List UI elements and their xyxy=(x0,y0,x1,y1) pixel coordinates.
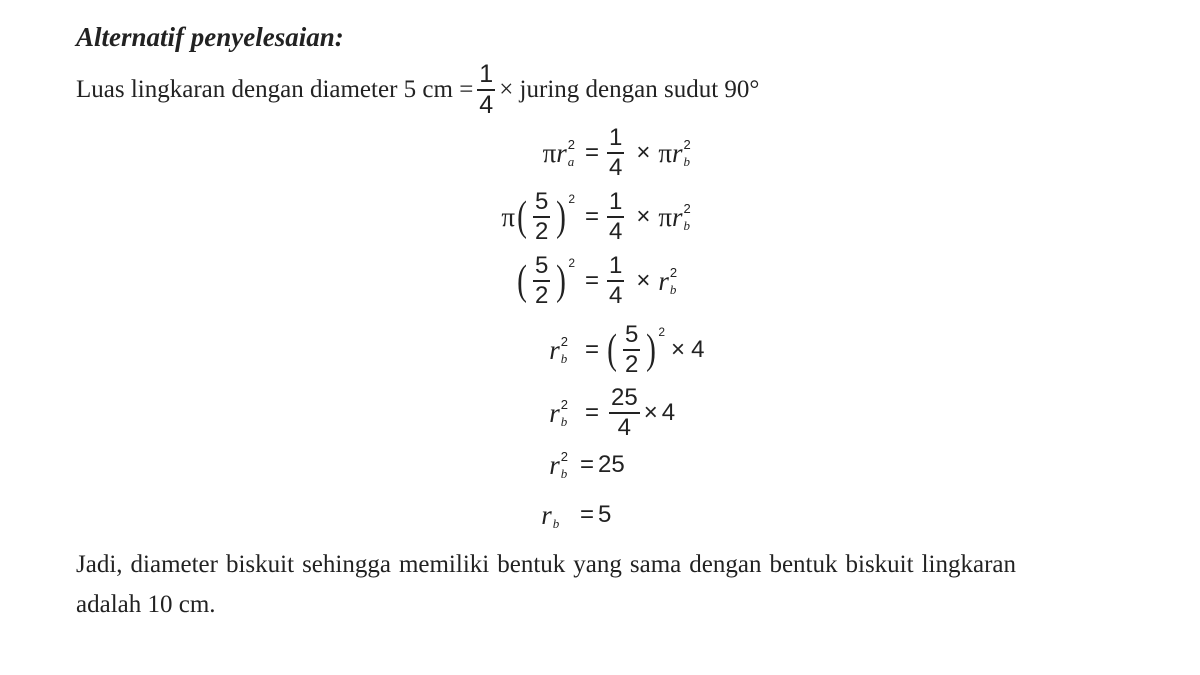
times-sign: × xyxy=(636,203,651,230)
times-sign: × xyxy=(643,399,658,426)
fraction-numerator: 1 xyxy=(607,190,624,218)
intro-statement xyxy=(76,60,760,119)
times-sign: × xyxy=(636,267,651,294)
equation-row-3 xyxy=(0,252,1200,309)
exponent: 2 xyxy=(658,325,666,339)
fraction-numerator: 1 xyxy=(607,126,624,154)
equals-sign: = xyxy=(585,203,600,230)
left-paren: ( xyxy=(517,194,527,240)
fraction-denominator: 2 xyxy=(625,351,639,378)
exponent: 2 xyxy=(567,137,575,152)
fraction-numerator: 1 xyxy=(607,254,624,282)
equation-lhs xyxy=(543,138,575,169)
exponent: 2 xyxy=(669,265,678,280)
equation-row-4 xyxy=(0,321,1200,378)
pi-symbol: π xyxy=(658,201,673,232)
fraction-denominator: 4 xyxy=(609,218,623,245)
subscript: a xyxy=(567,154,575,169)
equation-rhs xyxy=(598,501,611,529)
equation-rhs xyxy=(603,126,691,180)
subscript: b xyxy=(683,154,691,169)
left-paren: ( xyxy=(517,258,527,304)
fraction-numerator: 5 xyxy=(533,190,550,218)
fraction-denominator: 4 xyxy=(609,154,623,181)
intro-text-before: Luas lingkaran dengan diameter 5 cm = xyxy=(76,76,474,103)
equation-row-7 xyxy=(0,490,1200,540)
fraction-denominator: 4 xyxy=(479,91,494,119)
equals-sign: = xyxy=(580,451,595,478)
variable-r: r xyxy=(549,397,560,428)
exponent: 2 xyxy=(683,201,691,216)
exponent: 2 xyxy=(568,192,575,206)
subscript: b xyxy=(552,516,560,531)
intro-fraction xyxy=(477,62,495,118)
pi-symbol: π xyxy=(542,137,557,168)
fraction-denominator: 4 xyxy=(617,414,632,441)
equation-rhs xyxy=(603,254,677,308)
equation-rhs xyxy=(598,451,625,479)
fraction-denominator: 2 xyxy=(534,282,549,309)
equals-sign: = xyxy=(585,399,600,426)
exponent: 2 xyxy=(560,449,568,464)
left-paren: ( xyxy=(607,327,617,373)
exponent: 2 xyxy=(683,137,691,152)
equation-rhs xyxy=(603,190,691,244)
variable-r: r xyxy=(658,265,669,296)
equation-row-5 xyxy=(0,384,1200,441)
exponent: 2 xyxy=(560,334,568,349)
subscript: b xyxy=(560,466,568,481)
number: 5 xyxy=(598,501,612,528)
equation-row-2 xyxy=(0,188,1200,245)
right-paren: ) xyxy=(556,258,567,304)
variable-r: r xyxy=(556,137,567,168)
equals-sign: = xyxy=(585,139,600,166)
number: 25 xyxy=(598,451,625,478)
subscript: b xyxy=(560,414,568,429)
equation-row-1 xyxy=(0,124,1200,181)
subscript: b xyxy=(560,351,568,366)
exponent: 2 xyxy=(560,397,568,412)
equation-lhs xyxy=(541,500,560,531)
number: 4 xyxy=(661,399,676,426)
equation-lhs xyxy=(515,254,575,308)
subscript: b xyxy=(669,282,677,297)
pi-symbol: π xyxy=(501,201,515,232)
equation-lhs xyxy=(549,398,568,429)
equals-sign: = xyxy=(585,267,600,294)
equation-row-6 xyxy=(0,440,1200,490)
fraction-denominator: 2 xyxy=(534,218,549,245)
right-paren: ) xyxy=(556,194,567,240)
intro-text-after: × juring dengan sudut 90° xyxy=(499,76,760,103)
equation-lhs xyxy=(549,450,568,481)
variable-r: r xyxy=(672,201,683,232)
variable-r: r xyxy=(549,449,560,480)
variable-r: r xyxy=(672,137,683,168)
equation-lhs xyxy=(549,335,568,366)
fraction-numerator: 25 xyxy=(609,386,640,414)
equation-rhs xyxy=(605,323,704,377)
exponent: 2 xyxy=(568,256,575,270)
times-sign: × xyxy=(671,336,686,363)
fraction-numerator: 1 xyxy=(477,62,495,91)
fraction-numerator: 5 xyxy=(533,254,550,282)
equation-lhs xyxy=(501,190,575,244)
equation-rhs xyxy=(605,386,675,440)
number: 4 xyxy=(691,336,705,363)
subscript: b xyxy=(683,218,691,233)
fraction-denominator: 4 xyxy=(609,282,623,309)
equals-sign: = xyxy=(585,336,600,363)
variable-r: r xyxy=(541,499,552,530)
pi-symbol: π xyxy=(658,137,673,168)
right-paren: ) xyxy=(646,327,657,373)
equals-sign: = xyxy=(580,501,595,528)
times-sign: × xyxy=(636,139,651,166)
variable-r: r xyxy=(549,334,560,365)
conclusion-paragraph: Jadi, diameter biskuit sehingga memiliki bentuk yang sama dengan bentuk biskuit lingkaran adalah 10 cm. xyxy=(76,551,1016,618)
section-heading: Alternatif penyelesaian: xyxy=(76,22,344,52)
fraction-numerator: 5 xyxy=(623,323,640,351)
